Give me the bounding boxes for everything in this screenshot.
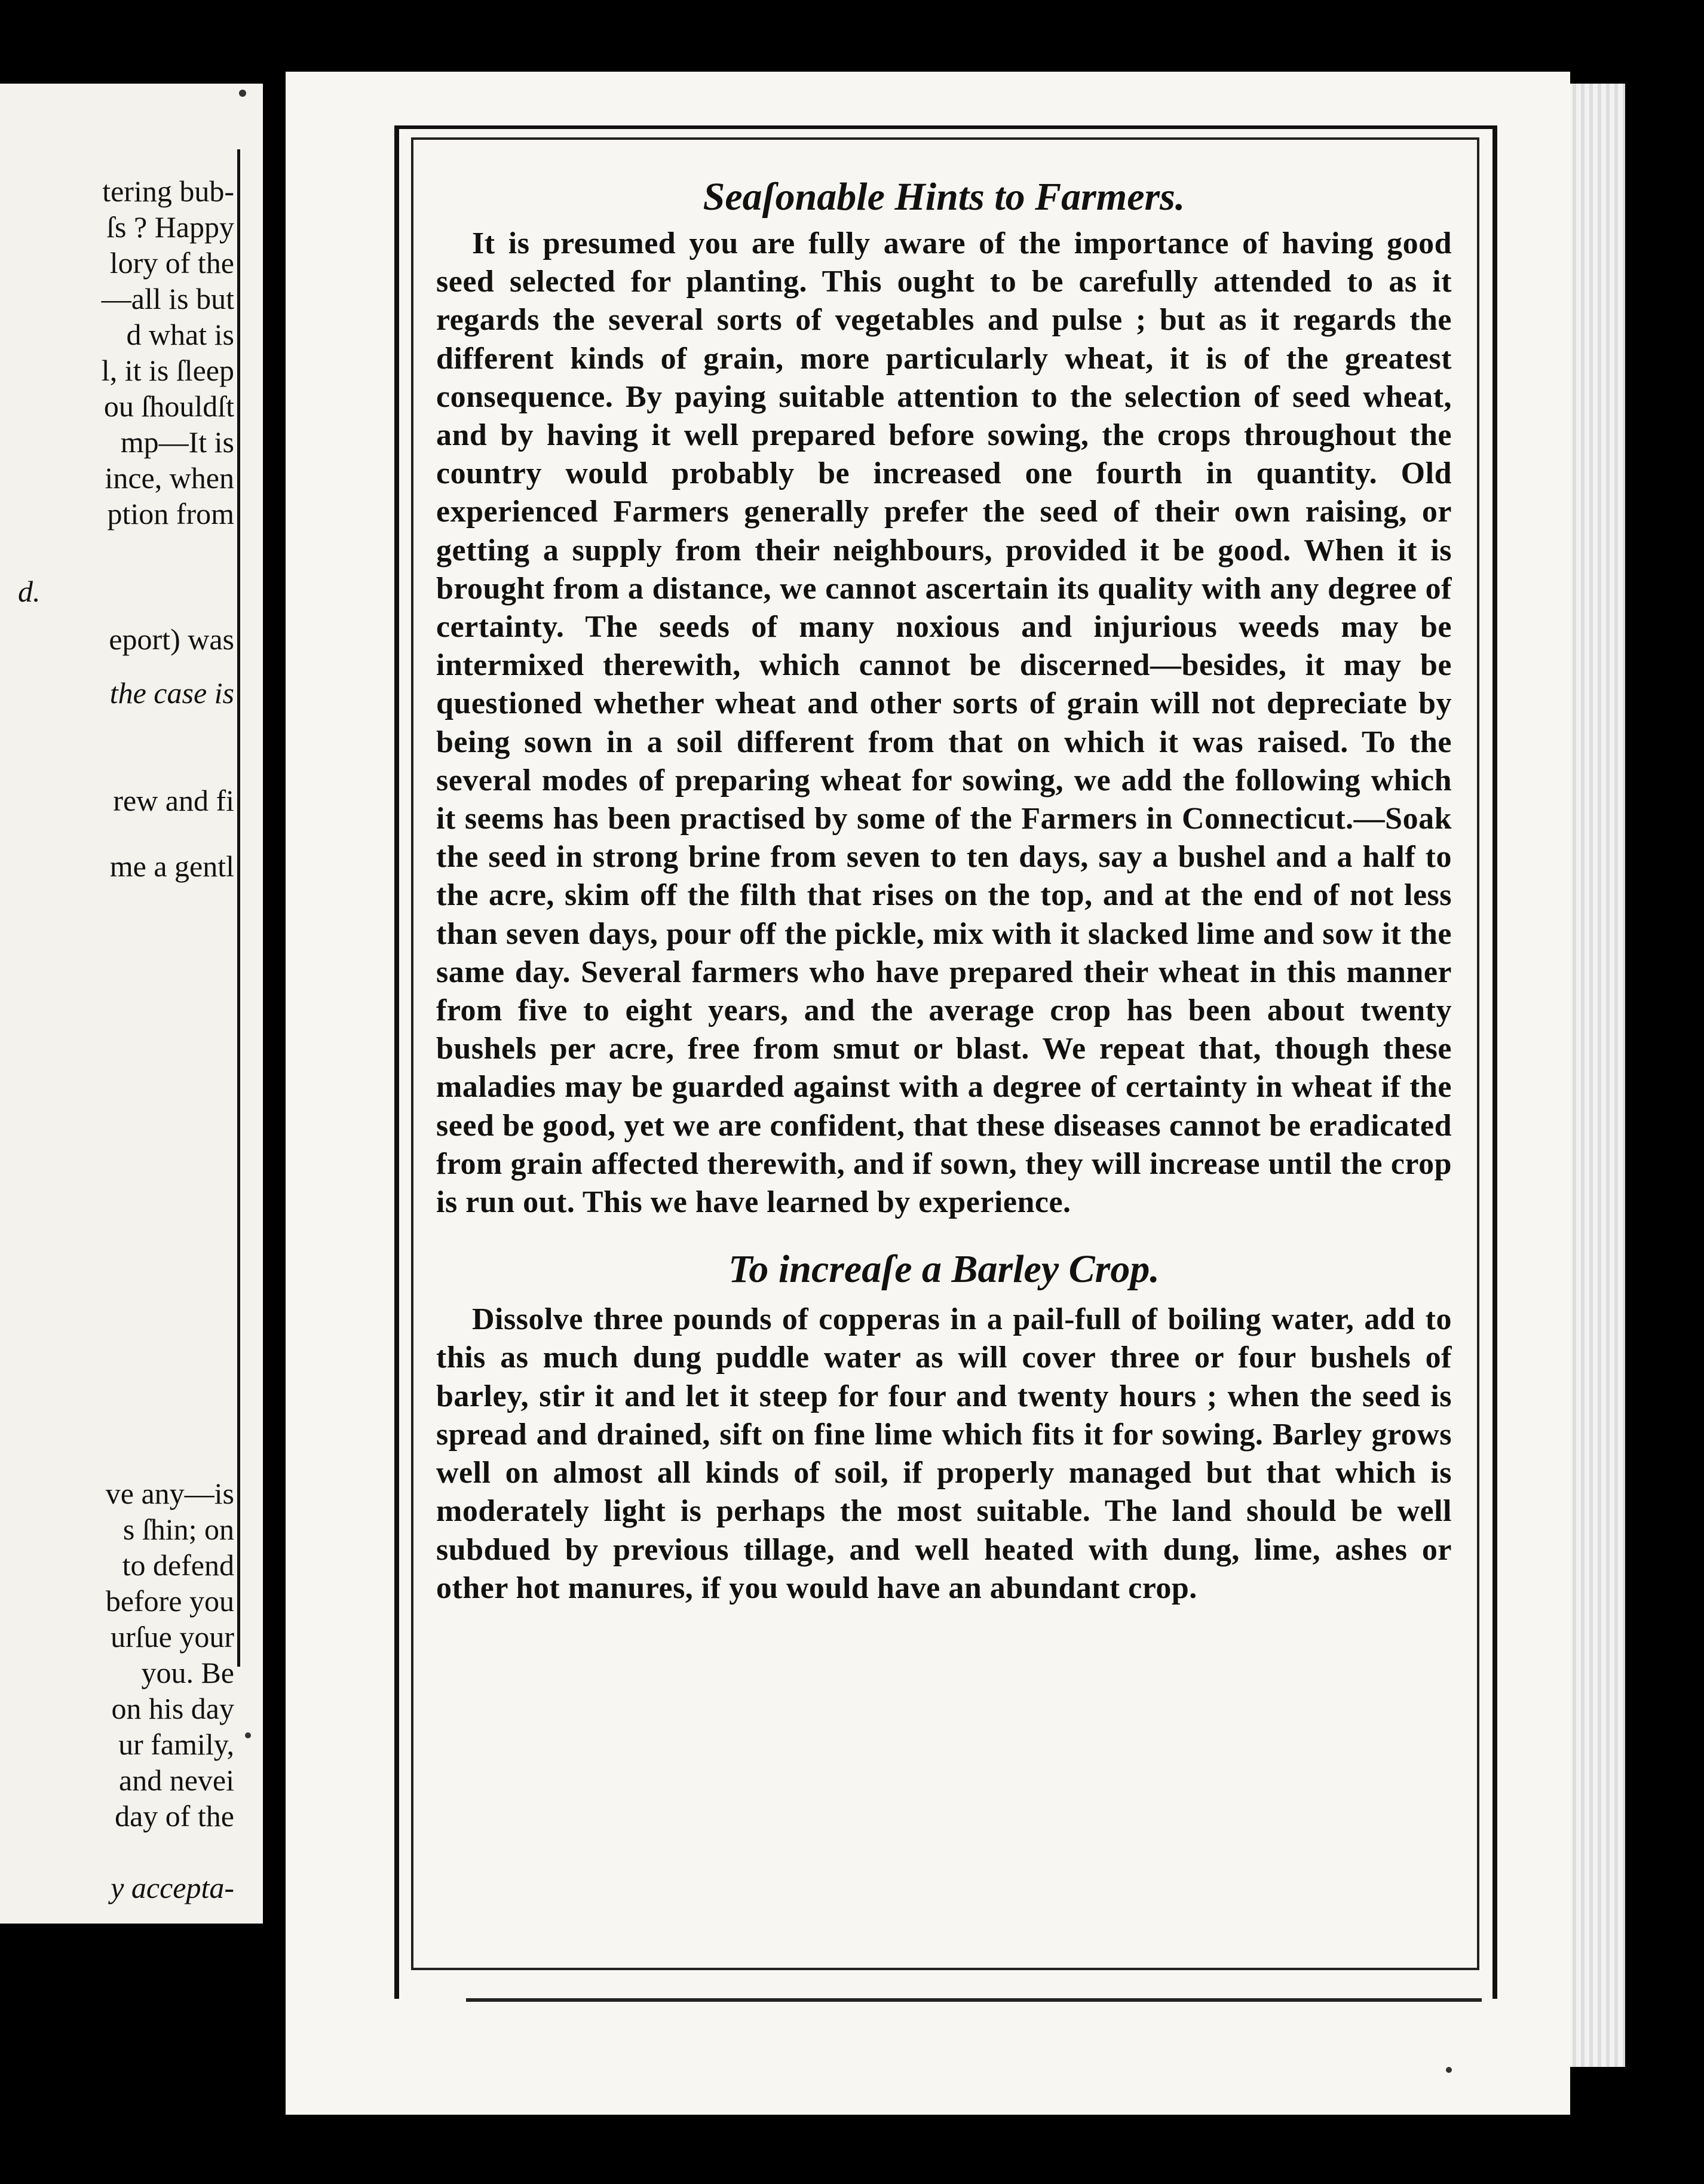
text-line: the case is xyxy=(109,676,234,710)
text-line: s ſhin; on xyxy=(122,1513,234,1546)
scan-speck xyxy=(239,90,246,97)
text-line: ou ſhouldſt xyxy=(103,389,234,423)
text-line: ſs ? Happy xyxy=(106,210,234,244)
text-line: —all is but xyxy=(101,282,234,315)
article-body: It is presumed you are fully aware of the importance of having good seed selected for planting. This ought to be carefully attended to as it regards the several sorts of vegetables and pulse ; but as it regards the different kinds of grain, more particularly wheat, it is of the greatest consequence. By paying suitable attention to the selection of seed wheat, and by having it well prepared before sowing, the crops throughout the country would probably be increased one fourth in quantity. Old experienced Farmers generally prefer the seed of their own raising, or getting a supply from their neighbours, provided it be good. When it is brought from a distance, we cannot ascertain its quality with any degree of certainty. The seeds of many noxious and injurious weeds may be intermixed therewith, which cannot be discerned—besides, it may be questioned whether wheat and other sorts of grain will not depreciate by being sown in a soil different from that on which it was raised. To the several modes of preparing wheat for sowing, we add the following which it seems has been practised by some of the Farmers in Connecticut.—Soak the seed in strong brine from seven to ten days, say a bushel and a half to the acre, skim off the filth that rises on the top, and at the end of not less than seven days, pour off the pickle, mix with it slacked lime and sow it the same day. Several farmers who have prepared their wheat in this manner from five to eight years, and the average crop has been about twenty bushels per acre, free from smut or blast. We repeat that, though these maladies may be guarded against with a degree of certainty in wheat if the seed be good, yet we are confident, that these diseases cannot be eradicated from grain affected therewith, and if sown, they will increase until the crop is run out. This we have learned by experience. xyxy=(436,226,1452,1220)
article-block xyxy=(436,173,1452,1608)
text-line: and nevei xyxy=(119,1763,234,1797)
article2-title: To increaſe a Barley Crop. xyxy=(728,1247,1160,1292)
bottom-rule xyxy=(466,1998,1482,2002)
text-line: ur family, xyxy=(118,1728,234,1761)
text-line: day of the xyxy=(115,1799,234,1833)
text-line: l, it is ſleep xyxy=(101,354,234,387)
text-line: me a gentl xyxy=(109,849,234,883)
text-line: urſue your xyxy=(111,1620,234,1654)
text-line: to defend xyxy=(122,1548,234,1582)
text-line: ve any—is xyxy=(105,1477,234,1510)
text-line: you. Be xyxy=(141,1656,234,1689)
text-line: on his day xyxy=(111,1692,234,1725)
text-line: d. xyxy=(18,575,41,608)
text-line: tering bub- xyxy=(102,174,234,208)
facing-page xyxy=(0,84,263,1924)
text-line: ince, when xyxy=(105,461,234,495)
text-line: lory of the xyxy=(109,246,234,280)
text-line: y accepta- xyxy=(111,1871,234,1904)
text-line: eport) was xyxy=(109,622,234,656)
text-line: mp—It is xyxy=(120,425,234,459)
article2-body: Dissolve three pounds of copperas in a pail-full of boiling water, add to this as much dung puddle water as will cover three or four bushels of barley, stir it and let it steep for four and twenty hours ; when the seed is spread and drained, sift on fine lime which fits it for sowing. Barley grows well on almost all kinds of soil, if properly managed but that which is moderately light is perhaps the most suitable. The land should be well subdued by previous tillage, and well heated with dung, lime, ashes or other hot manures, if you would have an abundant crop. xyxy=(436,1302,1452,1605)
article-title: Seaſonable Hints to Farmers. xyxy=(703,175,1185,219)
scan-speck xyxy=(245,1732,251,1738)
column-rule xyxy=(237,149,240,1667)
text-line: d what is xyxy=(126,318,234,351)
text-line: rew and fi xyxy=(113,784,234,817)
scan-speck xyxy=(1446,2067,1452,2073)
text-line: before you xyxy=(105,1584,234,1618)
text-line: ption from xyxy=(107,497,234,530)
